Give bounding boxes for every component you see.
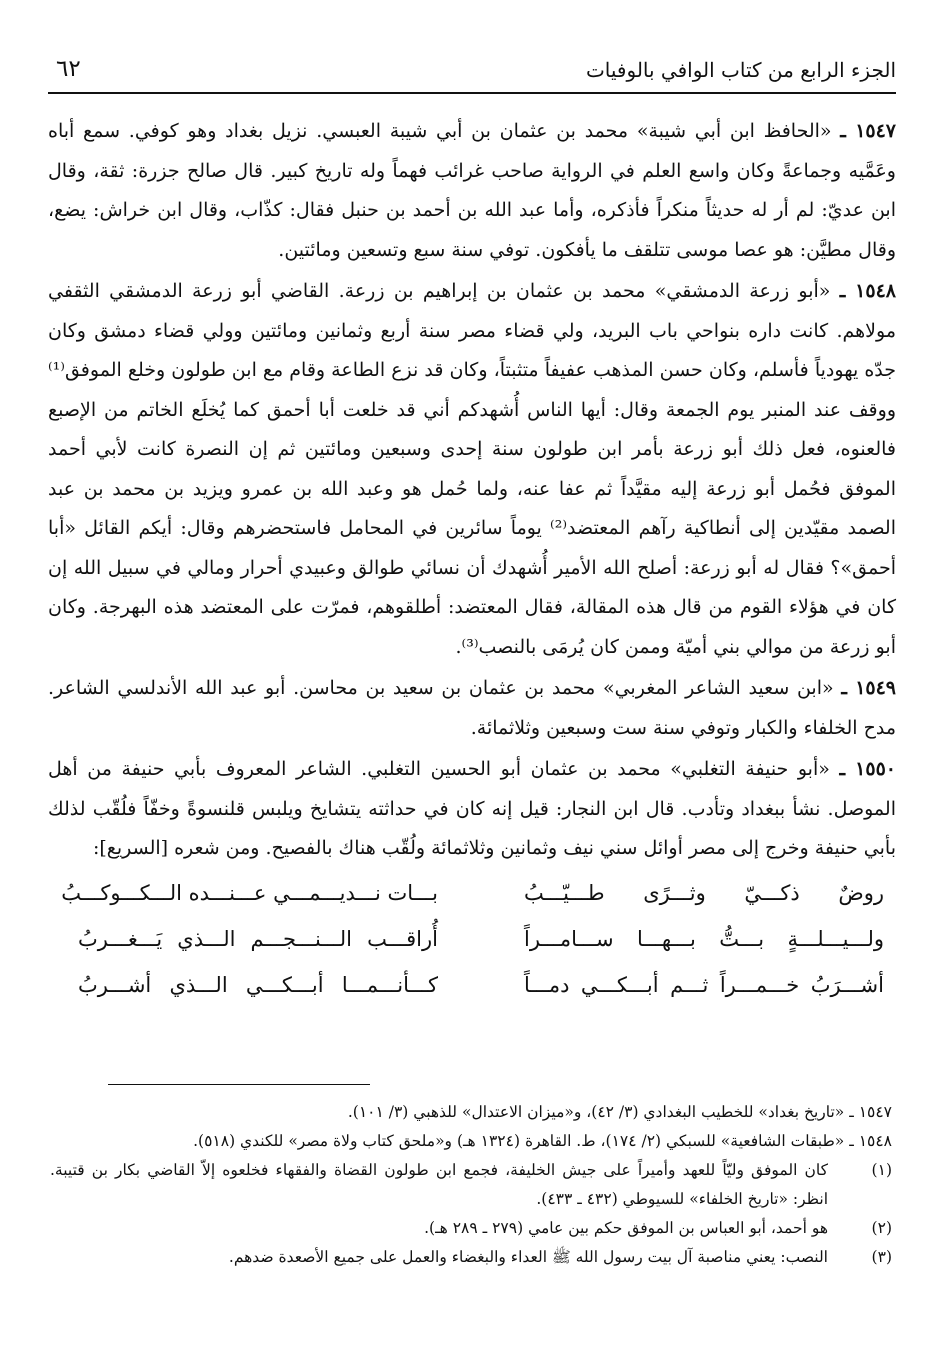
entry-paragraph xyxy=(48,112,896,270)
footnote xyxy=(50,1214,892,1243)
verse-second-hemistich: كـــأنـــمـــا أبـــكـــي الـــذي أشـــربُ xyxy=(78,972,438,997)
entry-number: ١٥٥٠ ـ xyxy=(839,758,896,780)
entry-1549 xyxy=(48,669,896,748)
entry-1550 xyxy=(48,750,896,869)
poem-verse xyxy=(48,963,896,1009)
footnote-mark: (١) xyxy=(871,1161,892,1179)
entry-text: «أبو زرعة الدمشقي» محمد بن عثمان بن إبراهيم بن زرعة. القاضي أبو زرعة الدمشقي الثقفي مولاهم. كانت داره بنواحي باب البريد، ولي قضاء مصر سنة أربع وثمانين ومائتين وولي قضاء دمشق وكان جدّه يهودياً فأسلم، وكان حسن المذهب عفيفاً متثبتاً، وكان قد نزع الطاعة وقام مع ابن طولون وخلع الموفق⁽¹⁾ ووقف عند المنبر يوم الجمعة وقال: أيها الناس أُشهدكم أني قد خلعت أبا أحمق كما يُخلَع الخاتم من الإصبع فالعنوه، فعل ذلك أبو زرعة بأمر ابن طولون سنة إحدى وسبعين ومائتين ثم إن النصرة كانت لأبي أحمد الموفق فحُمل أبو زرعة إليه مقيَّداً ثم عفا عنه، ولما حُمل هو وعبد الله بن عمرو ويزيد بن محمد بن عبد الصمد مقيّدين إلى أنطاكية رآهم المعتضد⁽²⁾ يوماً سائرين في المحامل فاستحضرهم وقال: أيكم القائل «أبا أحمق»؟ فقال له أبو زرعة: أصلح الله الأمير أُشهدك أن نسائي طوالق وعبيدي أحرار ومالي في سبيل الله إن كان في هؤلاء القوم من قال هذه المقالة، فقال المعتضد: أطلقوهم، فمرّت على المعتضد هذه البهرجة. وكان أبو زرعة من موالي بني أميّة وممن كان يُرمَى بالنصب⁽³⁾. xyxy=(48,280,896,658)
entry-number: ١٥٤٩ ـ xyxy=(841,677,897,699)
footnote xyxy=(50,1243,892,1272)
entry-paragraph xyxy=(48,750,896,869)
poem-verse xyxy=(48,871,896,917)
page-number: ٦٢ xyxy=(56,56,81,82)
verse-second-hemistich: بـــات نـــديـــمـــي عـــنـــده الـــكـــوكـــبُ xyxy=(61,880,438,905)
verse-first-hemistich: أشـــرَبُ خـــمـــراً ثـــم أبـــكـــي دمـــاً xyxy=(524,972,884,997)
source-note: ١٥٤٧ ـ «تاريخ بغداد» للخطيب البغدادي (٣/ ٤٢)، و«ميزان الاعتدال» للذهبي (٣/ ١٠١). xyxy=(347,1103,892,1121)
footnote-mark: (٢) xyxy=(871,1219,892,1237)
entry-text: «أبو حنيفة التغلبي» محمد بن عثمان أبو الحسين التغلبي. الشاعر المعروف بأبي حنيفة من أهل الموصل. نشأ ببغداد وتأدب. قال ابن النجار: قيل إنه كان في حداثته يتشايخ ويلبس قلنسوةً وخفّاً فلُقّب لذلك بأبي حنيفة وخرج إلى مصر أوائل سني نيف وثمانين وثلاثمائة ولُقّب هناك بالفصيح. ومن شعره [السريع]: xyxy=(48,758,896,859)
footnote-separator xyxy=(108,1084,370,1085)
footnote-text: النصب: يعني مناصبة آل بيت رسول الله ﷺ العداء والبغضاء والعمل على جميع الأصعدة ضدهم. xyxy=(228,1248,828,1266)
entry-1548 xyxy=(48,272,896,667)
entry-paragraph xyxy=(48,669,896,748)
entry-1547 xyxy=(48,112,896,270)
entry-text: «ابن سعيد الشاعر المغربي» محمد بن عثمان بن سعيد بن محاسن. أبو عبد الله الأندلسي الشاعر. مدح الخلفاء والكبار وتوفي سنة ست وسبعين وثلاثمائة. xyxy=(48,677,896,739)
main-text xyxy=(48,112,896,1009)
entry-text: «الحافظ ابن أبي شيبة» محمد بن عثمان بن أبي شيبة العبسي. نزيل بغداد وهو كوفي. سمع أباه وعَمَّيه وجماعةً وكان واسع العلم في الرواية صاحب غرائب فهماً وله تاريخ كبير. قال صالح جزرة: ثقة، وقال ابن عديّ: لم أر له حديثاً منكراً فأذكره، وأما عبد الله بن أحمد بن حنبل فقال: كذّاب، وقال ابن خراش: يضع، وقال مطيَّن: هو عصا موسى تتلقف ما يأفكون. توفي سنة سبع وتسعين ومائتين. xyxy=(48,120,896,261)
verse-first-hemistich: ولـــيـــلـــةٍ بـــتُّ بـــهـــا ســـامـــراً xyxy=(524,926,884,951)
poem-verse xyxy=(48,917,896,963)
footnotes xyxy=(50,1098,892,1272)
verse-first-hemistich: روضٌ ذكـــيّ وثـــرًى طـــيّـــبُ xyxy=(524,880,884,905)
footnote-text: كان الموفق وليّاً للعهد وأميراً على جيش الخليفة، فجمع ابن طولون القضاة والفقهاء فخلعوه إلاّ القاضي بكار بن قتيبة. انظر: «تاريخ الخلفاء» للسيوطي (٤٣٢ ـ ٤٣٣). xyxy=(50,1161,828,1208)
entry-number: ١٥٤٧ ـ xyxy=(840,120,897,142)
footnote xyxy=(50,1156,892,1214)
footnote-mark: (٣) xyxy=(871,1248,892,1266)
running-title: الجزء الرابع من كتاب الوافي بالوفيات xyxy=(585,58,896,82)
running-header xyxy=(48,52,896,94)
footnote-text: هو أحمد، أبو العباس بن الموفق حكم بين عامي (٢٧٩ ـ ٢٨٩ هـ). xyxy=(424,1219,828,1237)
poem xyxy=(48,871,896,1009)
source-note: ١٥٤٨ ـ «طبقات الشافعية» للسبكي (٢/ ١٧٤)، ط. القاهرة (١٣٢٤ هـ) و«ملحق كتاب ولاة مصر» للكندي (٥١٨). xyxy=(193,1132,892,1150)
entry-paragraph xyxy=(48,272,896,667)
entry-number: ١٥٤٨ ـ xyxy=(839,280,896,302)
verse-second-hemistich: أُراقـــب الـــنـــجـــم الـــذي يَـــغـــربُ xyxy=(78,926,438,951)
